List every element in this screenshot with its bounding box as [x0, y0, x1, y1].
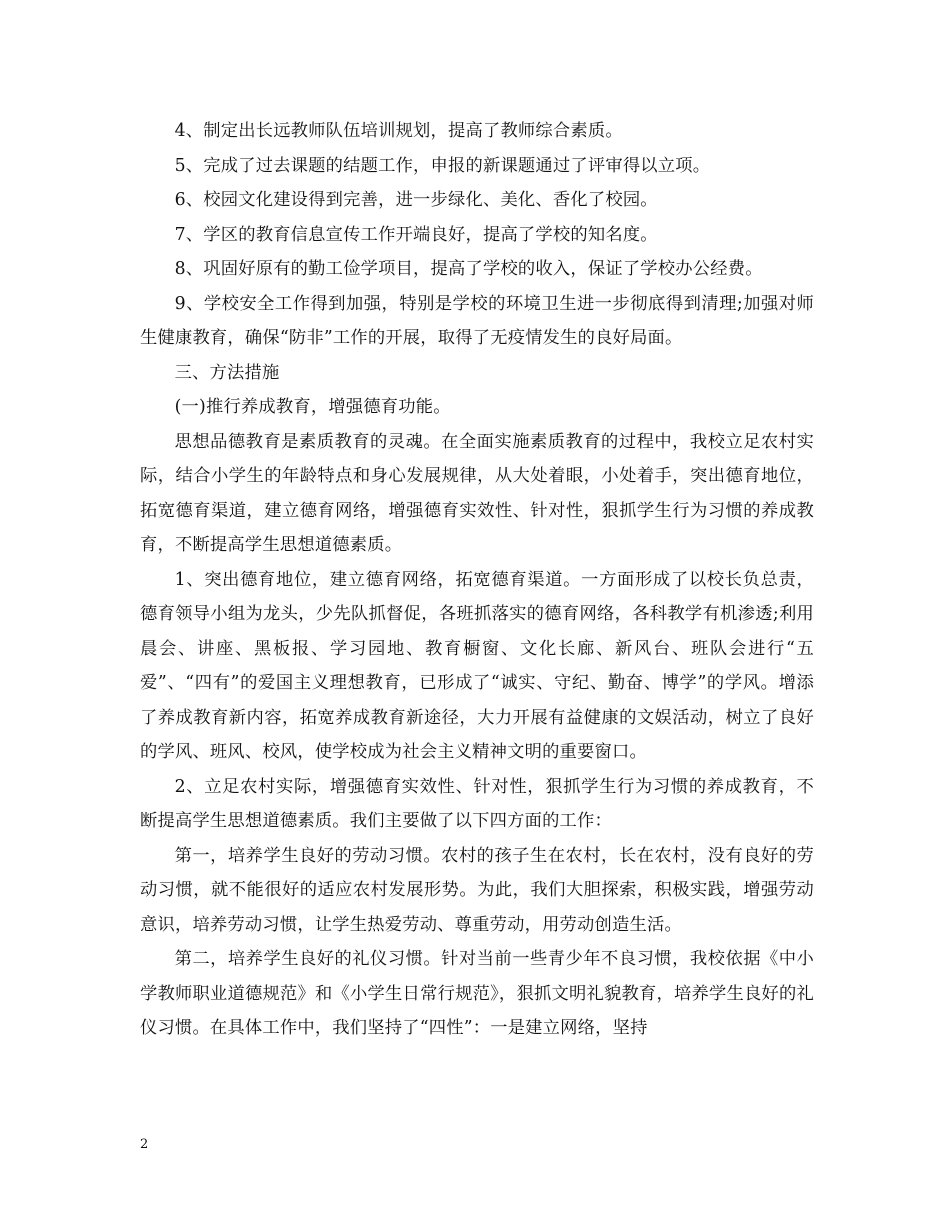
paragraph-item-5: 5、完成了过去课题的结题工作，申报的新课题通过了评审得以立项。	[174, 155, 711, 176]
paragraph-etiquette-habits: 第二，培养学生良好的礼仪习惯。针对当前一些青少年不良习惯，我校依据《中小学教师职业道德规范》和《小学生日常行规范》，狠抓文明礼貌教育，培养学生良好的礼仪习惯。在具体工作中，我们坚持了“四性”：一是建立网络，坚持	[140, 949, 814, 1038]
document-body	[140, 114, 814, 1046]
paragraph-item-9: 9、学校安全工作得到加强，特别是学校的环境卫生进一步彻底得到清理;加强对师生健康教育，确保“防非”工作的开展，取得了无疫情发生的良好局面。	[140, 293, 814, 348]
paragraph-labor-habits: 第一，培养学生良好的劳动习惯。农村的孩子生在农村，长在农村，没有良好的劳动习惯，就不能很好的适应农村发展形势。为此，我们大胆探索，积极实践，增强劳动意识，培养劳动习惯，让学生热爱劳动、尊重劳动，用劳动创造生活。	[140, 845, 814, 935]
paragraph-item-7: 7、学区的教育信息宣传工作开端良好，提高了学校的知名度。	[174, 224, 658, 245]
subsection-heading-moral-education: (一)推行养成教育，增强德育功能。	[174, 397, 451, 417]
paragraph-item-4: 4、制定出长远教师队伍培训规划，提高了教师综合素质。	[174, 121, 623, 141]
paragraph-moral-education-intro: 思想品德教育是素质教育的灵魂。在全面实施素质教育的过程中，我校立足农村实际，结合小学生的年龄特点和身心发展规律，从大处着眼，小处着手，突出德育地位，拓宽德育渠道，建立德育网络，增强德育实效性、针对性，狠抓学生行为习惯的养成教育，不断提高学生思想道德素质。	[140, 431, 814, 555]
paragraph-item-8: 8、巩固好原有的勤工俭学项目，提高了学校的收入，保证了学校办公经费。	[174, 259, 763, 279]
paragraph-moral-point-2: 2、立足农村实际，增强德育实效性、针对性，狠抓学生行为习惯的养成教育，不断提高学生思想道德素质。我们主要做了以下四方面的工作：	[140, 776, 814, 831]
section-heading-methods: 三、方法措施	[174, 362, 280, 383]
paragraph-item-6: 6、校园文化建设得到完善，进一步绿化、美化、香化了校园。	[174, 190, 658, 210]
page-number: 2	[140, 1137, 149, 1152]
paragraph-moral-point-1: 1、突出德育地位，建立德育网络，拓宽德育渠道。一方面形成了以校长负总责，德育领导小组为龙头，少先队抓督促，各班抓落实的德育网络，各科教学有机渗透;利用晨会、讲座、黑板报、学习园地、教育橱窗、文化长廊、新风台、班队会进行“五爱”、“四有”的爱国主义理想教育，已形成了“诚实、守纪、勤奋、博学”的学风。增添了养成教育新内容，拓宽养成教育新途径，大力开展有益健康的文娱活动，树立了良好的学风、班风、校风，使学校成为社会主义精神文明的重要窗口。	[140, 569, 814, 762]
